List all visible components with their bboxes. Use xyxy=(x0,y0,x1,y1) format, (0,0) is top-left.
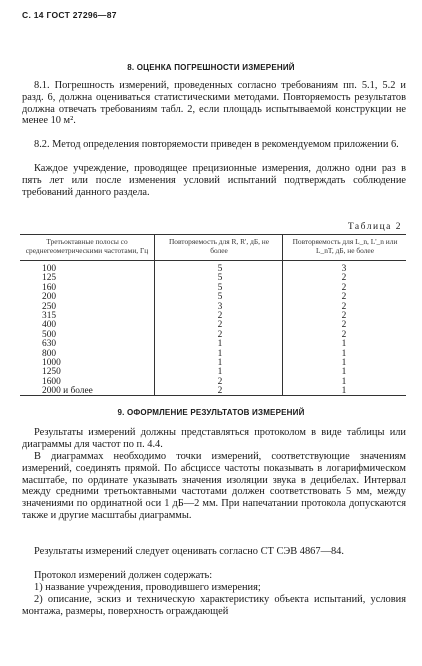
header-repeatability-r: Повторяемость для R, R', дБ, не более xyxy=(168,237,270,255)
table-cell-frequency: 250 xyxy=(42,301,57,312)
table-top-rule xyxy=(20,234,406,235)
table-cell-frequency: 800 xyxy=(42,348,57,359)
paragraph-8-1: 8.1. Погрешность измерений, проведенных согласно требованиям пп. 5.1, 5.2 и разд. 6, должна оцениваться статистическими методами. Повторяемость результатов должна отвечать требованиям табл. 2, если площадь испытываемой конструкции не менее 10 м². xyxy=(22,80,406,127)
table-cell-frequency: 630 xyxy=(42,339,57,350)
table-cell-frequency: 1000 xyxy=(42,357,61,368)
table-cell-frequency: 160 xyxy=(42,282,57,293)
table-cell-l: 1 xyxy=(341,386,347,397)
table-2 xyxy=(20,234,406,396)
paragraph-9-6: 2) описание, эскиз и техническую характеристику объекта испытаний, условия монтажа, размеры, поверхность ограждающей xyxy=(22,594,406,617)
paragraph-9-2: В диаграммах необходимо точки измерений, соответствующие значениям измерений, соединять прямой. По абсциссе частоты показывать в логарифмическом масштабе, по ординате указывать значения изоляции звука в децибелах. Интервал между средними третьоктавными частотами должен соответствовать 5 мм, между значениями по ординатной оси 1 дБ—2 мм. При напечатании протокола допускаются также и другие масштабы диаграммы. xyxy=(22,451,406,521)
table-cell-frequency: 1250 xyxy=(42,367,61,378)
table-cell-frequency: 500 xyxy=(42,329,57,340)
table-cell-r: 1 xyxy=(217,367,223,378)
table-cell-l: 2 xyxy=(341,320,347,331)
table-cell-r: 1 xyxy=(217,357,223,368)
table-cell-l: 1 xyxy=(341,376,347,387)
section-9-title: 9. ОФОРМЛЕНИЕ РЕЗУЛЬТАТОВ ИЗМЕРЕНИЙ xyxy=(117,408,305,417)
table-cell-l: 2 xyxy=(341,292,347,303)
table-column-divider xyxy=(154,234,155,396)
repeatability-l-column xyxy=(286,265,402,396)
table-header-rule xyxy=(20,260,406,261)
paragraph-8-2: 8.2. Метод определения повторяемости приведен в рекомендуемом приложении 6. xyxy=(34,139,399,150)
table-cell-frequency: 400 xyxy=(42,320,57,331)
table-cell-r: 2 xyxy=(217,310,223,321)
table-cell-l: 1 xyxy=(341,339,347,350)
paragraph-9-4: Протокол измерений должен содержать: xyxy=(34,570,213,581)
header-repeatability-l: Повторяемость для L_n, L'_n или L_nT, дБ, не более xyxy=(292,237,398,255)
table-cell-r: 5 xyxy=(217,282,223,293)
table-cell-l: 1 xyxy=(341,367,347,378)
table-caption: Таблица 2 xyxy=(347,222,402,232)
paragraph-8-accuracy: Каждое учреждение, проводящее прецизионные измерения, должно одни раз в пять лет или после изменения условий испытаний подтверждать соблюдение требований данного раздела. xyxy=(22,163,406,198)
table-cell-frequency: 2000 и более xyxy=(42,386,93,397)
table-cell-r: 5 xyxy=(217,264,223,274)
table-cell-r: 2 xyxy=(217,386,223,397)
paragraph-9-3: Результаты измерений следует оценивать согласно СТ СЭВ 4867—84. xyxy=(34,546,344,557)
repeatability-r-column xyxy=(160,265,280,396)
page-header: С. 14 ГОСТ 27296—87 xyxy=(22,10,117,20)
table-column-divider xyxy=(282,234,283,396)
table-cell-r: 2 xyxy=(217,329,223,340)
paragraph-9-1: Результаты измерений должны представляться протоколом в виде таблицы или диаграммы для частот по п. 4.4. xyxy=(22,427,406,450)
header-frequency: Третьоктавные полосы со среднегеометрическими частотами, Гц xyxy=(25,237,149,255)
table-cell-r: 2 xyxy=(217,376,223,387)
table-cell-r: 5 xyxy=(217,292,223,303)
table-cell-frequency: 100 xyxy=(42,264,57,274)
table-cell-frequency: 1600 xyxy=(42,376,61,387)
table-cell-r: 2 xyxy=(217,320,223,331)
table-cell-l: 2 xyxy=(341,329,347,340)
table-cell-r: 1 xyxy=(217,339,223,350)
table-cell-l: 2 xyxy=(341,301,347,312)
table-cell-l: 1 xyxy=(341,357,347,368)
table-cell-frequency: 200 xyxy=(42,292,57,303)
paragraph-9-5: 1) название учреждения, проводившего измерения; xyxy=(34,582,261,593)
table-cell-l: 3 xyxy=(341,264,347,274)
table-cell-frequency: 315 xyxy=(42,310,57,321)
table-cell-l: 1 xyxy=(341,348,347,359)
table-cell-r: 1 xyxy=(217,348,223,359)
table-cell-l: 2 xyxy=(341,282,347,293)
table-cell-l: 2 xyxy=(341,273,347,284)
table-cell-r: 5 xyxy=(217,273,223,284)
table-cell-frequency: 125 xyxy=(42,273,57,284)
table-cell-r: 3 xyxy=(217,301,223,312)
section-8-title: 8. ОЦЕНКА ПОГРЕШНОСТИ ИЗМЕРЕНИЙ xyxy=(127,63,295,72)
table-cell-l: 2 xyxy=(341,310,347,321)
frequency-column xyxy=(42,265,122,396)
